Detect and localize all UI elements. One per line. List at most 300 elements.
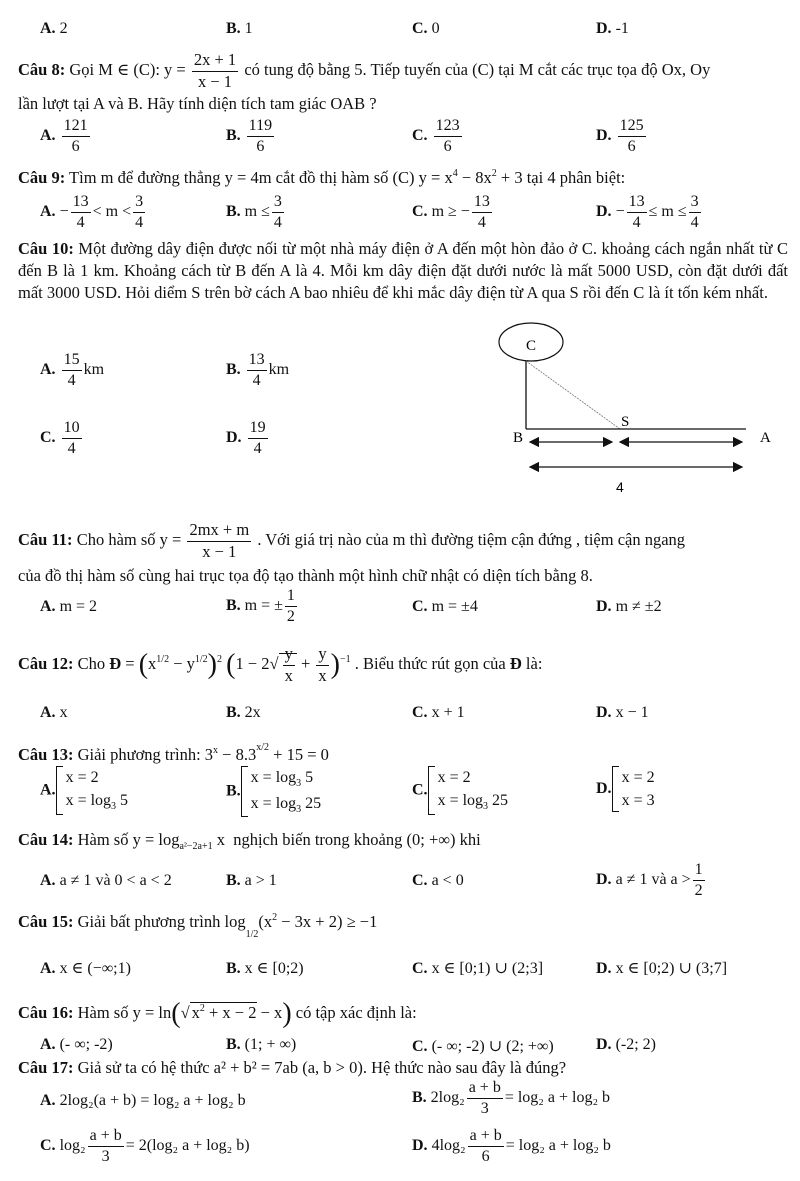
q14-interval: (0; +∞) <box>406 830 456 849</box>
q10-c-letter: C. <box>40 429 56 447</box>
q15-option-b[interactable] <box>226 958 304 978</box>
q12-pow2: 2 <box>217 653 222 665</box>
q13-exp-frac: x/2 <box>256 742 270 753</box>
q10-d-num: 19 <box>248 420 268 439</box>
q9-a-n2: 3 <box>133 194 145 213</box>
q16-a-letter: A. <box>40 1036 56 1053</box>
q11-b-den: 2 <box>286 608 295 625</box>
q12-post-end: là: <box>525 653 543 673</box>
q12-sqrt-body <box>279 644 297 685</box>
q7-option-b[interactable]: B. 1 <box>226 20 253 37</box>
q13-label: Câu 13: <box>18 745 74 764</box>
q8-a-frac <box>62 118 90 155</box>
q8-d-frac <box>618 118 646 155</box>
q13-option-a[interactable] <box>40 766 128 815</box>
q7-option-d-text: -1 <box>615 20 629 37</box>
q9-exp4: 4 <box>452 168 458 179</box>
q14-base: a²−2a+1 <box>179 841 213 852</box>
q9-text-b: cắt đồ thị hàm số (C) <box>275 168 415 187</box>
q8-c-letter: C. <box>412 127 428 145</box>
q11-b-letter: B. <box>226 597 241 615</box>
q13-c-letter: C. <box>412 781 428 799</box>
q17-c-post: = 2(log₂ a + log₂ b) <box>125 1137 250 1155</box>
q11-post: . Với giá trị nào của m thì đường tiệm cận đứng , tiệm cận ngang <box>257 529 686 549</box>
q12-option-d[interactable]: D. x − 1 <box>596 704 649 721</box>
q13-exp-x: x <box>213 745 219 756</box>
q9-d-n2: 3 <box>689 194 701 213</box>
q17-b-pre: 2log₂ <box>430 1089 465 1107</box>
q16-option-b[interactable] <box>226 1036 296 1054</box>
line-cs <box>526 361 620 429</box>
q10-label: Câu 10: <box>18 239 74 258</box>
q9-eq2-end: + 3 <box>496 168 523 187</box>
q8-d-den: 6 <box>627 138 636 155</box>
q17-label: Câu 17: <box>18 1058 74 1077</box>
q13-text: Giải phương trình: <box>77 745 201 764</box>
q15-a-text: x ∈ (−∞;1) <box>59 960 131 977</box>
q9-b-d: 4 <box>273 214 282 231</box>
q16-d-letter: D. <box>596 1036 612 1053</box>
q13-a-row2-pre: x = log <box>65 792 112 810</box>
q17-a-letter: A. <box>40 1092 56 1109</box>
q15-option-a[interactable] <box>40 958 131 978</box>
q17-option-d[interactable] <box>412 1128 611 1165</box>
q9-d-pre: − <box>615 203 625 221</box>
q9-b-n: 3 <box>272 194 284 213</box>
q7-option-a-text: 2 <box>59 20 68 37</box>
q9-d-mid: ≤ m ≤ <box>648 203 687 221</box>
q9-label: Câu 9: <box>18 168 66 187</box>
q13-b-row1 <box>251 766 321 792</box>
q13-a-row1: x = 2 <box>65 769 99 786</box>
q13-b-letter: B. <box>226 782 241 800</box>
q12-half-1: 1/2 <box>156 653 170 665</box>
q13-a-row2 <box>66 789 128 815</box>
q8-post: có tung độ bằng 5. Tiếp tuyến của (C) tại M cắt các trục tọa độ Ox, Oy <box>244 59 711 79</box>
q14-c-text: a < 0 <box>431 872 464 889</box>
q7-option-a[interactable]: A. 2 <box>40 20 68 37</box>
q16-a-text: (- ∞; -2) <box>59 1036 113 1053</box>
q12-half-2-n: 1 <box>194 653 200 665</box>
q10-b-letter: B. <box>226 361 241 379</box>
q12-yx-den: x <box>318 665 327 685</box>
q15-label: Câu 15: <box>18 912 74 931</box>
q12-b-text: 2x <box>244 704 261 721</box>
q16-b-letter: B. <box>226 1036 241 1053</box>
q11-option-d[interactable] <box>596 598 662 616</box>
q12-minus-y: − y <box>169 653 195 673</box>
q17-option-c[interactable] <box>40 1128 250 1165</box>
q13-a-row2-end: 5 <box>116 792 129 810</box>
q15-a-letter: A. <box>40 960 56 977</box>
q12-x: x <box>148 653 157 673</box>
label-b: B <box>513 430 524 446</box>
q11-frac-den: x − 1 <box>202 541 237 561</box>
q10-a-den: 4 <box>67 372 76 389</box>
q9-option-d[interactable] <box>596 194 703 231</box>
q9-d-d2: 4 <box>690 214 699 231</box>
q17-stem <box>18 1058 566 1078</box>
q13-b-system <box>241 766 321 817</box>
q13-b-row2 <box>251 792 321 818</box>
q11-option-c[interactable] <box>412 598 478 616</box>
q14-option-a[interactable] <box>40 872 172 890</box>
q12-sqrt-den: x <box>284 665 293 685</box>
q8-a-letter: A. <box>40 127 56 145</box>
q14-option-c[interactable] <box>412 872 464 890</box>
q17-option-a[interactable] <box>40 1092 246 1110</box>
q15-d-letter: D. <box>596 960 612 977</box>
q13-b-row1-sub: 3 <box>296 778 302 789</box>
q8-fraction <box>192 52 238 90</box>
q8-b-frac <box>247 118 274 155</box>
q10-b-den: 4 <box>252 372 261 389</box>
q14-label: Câu 14: <box>18 830 74 849</box>
q11-b-frac <box>285 588 297 625</box>
q8-b-num: 119 <box>247 118 274 137</box>
q17-option-b[interactable] <box>412 1080 610 1117</box>
q8-c-frac <box>434 118 462 155</box>
q9-c-pre: m ≥ − <box>431 203 470 221</box>
q8-d-letter: D. <box>596 127 612 145</box>
q12-d-text: x − 1 <box>615 704 649 721</box>
q9-a-n1: 13 <box>71 194 91 213</box>
q13-c-row1: x = 2 <box>437 769 471 786</box>
q11-pre: Cho hàm số y = <box>76 529 182 549</box>
q16-sqrt-a: x <box>191 1002 200 1022</box>
q17-d-num: a + b <box>468 1128 504 1147</box>
q17-c-pre: log₂ <box>59 1137 86 1155</box>
label-s: S <box>621 414 630 430</box>
q12-pow-neg1: −1 <box>339 653 351 665</box>
q13-a-row2-sub: 3 <box>111 801 117 813</box>
q9-a-mid: < m < <box>92 203 132 221</box>
q16-stem <box>18 1000 417 1028</box>
q15-b-letter: B. <box>226 960 241 977</box>
q8-option-d[interactable] <box>596 118 648 155</box>
q11-a-text: m = 2 <box>59 598 98 615</box>
q13-b-row2-sub: 3 <box>296 803 302 815</box>
paren-close: ) <box>207 649 217 680</box>
q11-option-b[interactable] <box>226 588 299 625</box>
q17-b-letter: B. <box>412 1089 427 1107</box>
q12-label: Câu 12: <box>18 653 74 673</box>
q9-a-d2: 4 <box>135 214 144 231</box>
q17-b-den: 3 <box>480 1100 489 1117</box>
q8-line2: lần lượt tại A và B. Hãy tính diện tích tam giác OAB ? <box>18 94 377 113</box>
q9-c-frac <box>472 194 492 231</box>
q12-pre: Cho <box>77 653 106 673</box>
q9-c-n: 13 <box>472 194 492 213</box>
q9-a-frac1 <box>71 194 91 231</box>
q10-option-b[interactable] <box>226 352 289 389</box>
q11-d-text: m ≠ ±2 <box>615 598 662 615</box>
q15-option-c[interactable] <box>412 958 543 978</box>
q13-d-row2: x = 3 <box>621 792 655 810</box>
q15-pre: Giải bất phương trình <box>77 912 221 931</box>
q8-c-num: 123 <box>434 118 462 137</box>
q14-pre: Hàm số <box>77 830 129 849</box>
q8-label: Câu 8: <box>18 59 66 79</box>
paren-open-3: ( <box>171 998 181 1029</box>
q16-post: có tập xác định là: <box>295 1002 417 1022</box>
q13-d-letter: D. <box>596 780 612 798</box>
q12-option-c[interactable]: C. x + 1 <box>412 704 465 721</box>
q11-a-letter: A. <box>40 598 56 615</box>
q15-stem <box>18 912 377 940</box>
q9-c-d: 4 <box>477 214 486 231</box>
q8-pre: Gọi M ∈ (C): y = <box>69 59 186 79</box>
q14-end: khi <box>459 830 481 849</box>
q10-option-a[interactable] <box>40 352 104 389</box>
q16-sq: 2 <box>199 1002 205 1014</box>
q13-option-d[interactable] <box>596 766 655 812</box>
q10-b-num: 13 <box>247 352 267 371</box>
q8-stem <box>18 52 710 90</box>
q13-exp-frac-n: x <box>256 742 262 753</box>
q14-d-pre: a ≠ 1 và a > <box>615 871 691 889</box>
q7-option-c[interactable]: C. 0 <box>412 20 440 37</box>
q9-a-letter: A. <box>40 203 56 221</box>
q9-text-a: Tìm m để đường thẳng <box>69 168 221 187</box>
q9-d-n1: 13 <box>627 194 647 213</box>
q12-option-a[interactable]: A. x <box>40 704 68 721</box>
q10-b-frac <box>247 352 267 389</box>
q16-label: Câu 16: <box>18 1002 74 1022</box>
q10-option-d[interactable] <box>226 420 270 457</box>
q11-option-a[interactable] <box>40 598 97 616</box>
q12-plus: + <box>300 653 311 673</box>
q11-b-num: 1 <box>285 588 297 607</box>
q12-one-minus-2: 1 − 2 <box>235 653 270 673</box>
q13-eq-c: + 15 = 0 <box>269 745 329 764</box>
q14-d-frac <box>693 862 705 899</box>
q14-c-letter: C. <box>412 872 428 889</box>
q9-eq2-base: y = x <box>418 168 453 187</box>
q14-option-b[interactable] <box>226 872 277 890</box>
sqrt-icon: √ <box>269 653 279 673</box>
paren-close-2: ) <box>330 649 340 680</box>
q16-sqrt-b: + x − 2 <box>204 1002 257 1022</box>
q13-c-row2-pre: x = log <box>437 792 484 810</box>
q10-text: Một đường dây điện được nối từ một nhà máy điện ở A đến một hòn đảo ở C. khoảng cách ngắn nhất từ C đến B là 1 km. Khoảng cách từ B đến A là 4. Mỗi km dây điện đặt dưới nước là mất 5000 USD, còn đặt dưới đất mất 3000 USD. Hỏi diểm S trên bờ cách A bao nhiêu để khi mắc dây điện từ A qua S rồi đến C là ít tốn kém nhất. <box>18 239 788 302</box>
q16-b-text: (1; + ∞) <box>244 1036 297 1053</box>
q8-d-num: 125 <box>618 118 646 137</box>
q8-b-letter: B. <box>226 127 241 145</box>
q13-a-system <box>56 766 128 815</box>
q13-c-row2-end: 25 <box>488 792 509 810</box>
q17-b-frac <box>467 1080 503 1117</box>
q16-minus-x: − x <box>256 1002 283 1022</box>
q9-b-pre: m ≤ <box>244 203 270 221</box>
q14-d-letter: D. <box>596 871 612 889</box>
q8-frac-den: x − 1 <box>198 71 233 91</box>
q17-text: Giả sử ta có hệ thức a² + b² = 7ab (a, b > 0). Hệ thức nào sau đây là đúng? <box>77 1058 567 1077</box>
q9-exp2: 2 <box>491 168 497 179</box>
q13-b-row2-end: 25 <box>301 794 322 812</box>
q13-b-row1-end: 5 <box>301 769 314 786</box>
q9-b-frac <box>272 194 284 231</box>
q13-b-row2-pre: x = log <box>250 794 297 812</box>
q13-d-system <box>612 766 655 812</box>
q15-log: log <box>224 912 246 931</box>
q8-option-c[interactable] <box>412 118 464 155</box>
q11-b-pre: m = ± <box>244 597 283 615</box>
q9-a-d1: 4 <box>76 214 85 231</box>
q12-frac-yx <box>316 646 328 684</box>
q10-d-den: 4 <box>253 440 262 457</box>
q10-c-num: 10 <box>62 420 82 439</box>
q14-post: nghịch biến trong khoảng <box>233 830 403 849</box>
q13-eq-a: 3 <box>204 745 214 764</box>
q17-d-letter: D. <box>412 1137 428 1155</box>
q9-d-frac2 <box>689 194 701 231</box>
paren-open: ( <box>138 649 149 680</box>
q12-half-2-d: 2 <box>202 653 208 665</box>
q9-option-b[interactable] <box>226 194 286 231</box>
q14-b-text: a > 1 <box>244 872 277 889</box>
q17-d-post: = log₂ a + log₂ b <box>505 1137 611 1155</box>
q9-c-letter: C. <box>412 203 428 221</box>
q11-c-text: m = ±4 <box>431 598 478 615</box>
q9-a-frac2 <box>133 194 145 231</box>
q8-a-num: 121 <box>62 118 90 137</box>
q16-option-d[interactable] <box>596 1036 656 1054</box>
q11-label: Câu 11: <box>18 529 73 549</box>
q14-option-d[interactable] <box>596 862 707 899</box>
q12-option-b[interactable]: B. 2x <box>226 704 261 721</box>
q15-sq: 2 <box>272 912 278 923</box>
q12-post-d: Đ <box>509 653 522 673</box>
q17-c-letter: C. <box>40 1137 56 1155</box>
q15-base-d: 2 <box>253 929 259 940</box>
q10-c-frac <box>62 420 82 457</box>
q14-x: x <box>212 830 226 849</box>
sqrt-icon: √ <box>180 1002 190 1022</box>
q9-eq1: y = 4m <box>224 168 272 187</box>
q13-option-b[interactable] <box>226 766 321 817</box>
q12-eq: = <box>125 653 135 673</box>
q11-line2: của đồ thị hàm số cùng hai trục tọa độ tạo thành một hình chữ nhật có diện tích bằng 8. <box>18 566 593 585</box>
q16-sqrt-body <box>190 1002 257 1022</box>
q12-sqrt-frac <box>283 646 295 684</box>
q17-d-pre: 4log₂ <box>431 1137 466 1155</box>
q16-c-letter: C. <box>412 1038 428 1055</box>
q16-d-text: (-2; 2) <box>615 1036 656 1053</box>
q12-a-text: x <box>59 704 68 721</box>
label-length: 4 <box>616 479 624 495</box>
q9-stem <box>18 168 625 188</box>
q15-option-d[interactable] <box>596 958 727 978</box>
q13-eq-b: − 8.3 <box>218 745 257 764</box>
q11-d-letter: D. <box>596 598 612 615</box>
q9-d-d1: 4 <box>632 214 641 231</box>
q13-option-c[interactable] <box>412 766 508 815</box>
q11-fraction <box>187 522 251 560</box>
q8-b-den: 6 <box>256 138 265 155</box>
q12-half-1-d: 2 <box>164 653 170 665</box>
q10-c-den: 4 <box>67 440 76 457</box>
q9-eq2 <box>419 168 523 187</box>
q15-base-n: 1 <box>245 929 251 940</box>
q12-d-symbol: Đ <box>109 653 122 673</box>
q13-exp-frac-d: 2 <box>264 742 270 753</box>
q9-option-c[interactable] <box>412 194 494 231</box>
q14-stem <box>18 830 481 852</box>
q12-half-1-n: 1 <box>156 653 162 665</box>
q13-c-row2-sub: 3 <box>483 801 489 813</box>
q15-arg: (x <box>258 912 273 931</box>
q14-a-letter: A. <box>40 872 56 889</box>
q9-eq2-mid: − 8x <box>457 168 492 187</box>
q15-c-text: x ∈ [0;1) ∪ (2;3] <box>431 960 544 977</box>
q10-a-num: 15 <box>62 352 82 371</box>
q9-option-a[interactable] <box>40 194 147 231</box>
q12-c-text: x + 1 <box>431 704 465 721</box>
q15-base: 1/2 <box>245 929 259 940</box>
q13-d-row1: x = 2 <box>621 769 655 786</box>
q8-option-a[interactable] <box>40 118 92 155</box>
q17-d-den: 6 <box>481 1148 490 1165</box>
q17-c-num: a + b <box>88 1128 124 1147</box>
q9-d-letter: D. <box>596 203 612 221</box>
q9-a-pre: − <box>59 203 69 221</box>
q13-stem <box>18 742 329 765</box>
q16-option-c[interactable] <box>412 1036 554 1056</box>
q17-b-num: a + b <box>467 1080 503 1099</box>
label-a: A <box>760 430 771 446</box>
q7-option-b-text: 1 <box>244 20 253 37</box>
q12-stem <box>18 646 542 684</box>
q9-d-frac1 <box>627 194 647 231</box>
q13-a-letter: A. <box>40 781 56 799</box>
q10-a-frac <box>62 352 82 389</box>
q14-d-num: 1 <box>693 862 705 881</box>
q17-a-text: 2log₂(a + b) = log₂ a + log₂ b <box>59 1092 246 1109</box>
q12-yx-num: y <box>316 646 328 666</box>
q10-option-c[interactable] <box>40 420 84 457</box>
label-c: C <box>526 338 537 354</box>
paren-close-3: ) <box>282 998 292 1029</box>
q17-d-frac <box>468 1128 504 1165</box>
q12-half-2: 1/2 <box>194 653 208 665</box>
q15-c-letter: C. <box>412 960 428 977</box>
q11-c-letter: C. <box>412 598 428 615</box>
q12-post: . Biểu thức rút gọn của <box>354 653 506 673</box>
q15-arg-end: − 3x + 2) ≥ −1 <box>277 912 378 931</box>
q8-option-b[interactable] <box>226 118 276 155</box>
q15-b-text: x ∈ [0;2) <box>244 960 304 977</box>
q9-text-c: tại 4 phân biệt: <box>526 168 626 187</box>
q8-a-den: 6 <box>71 138 80 155</box>
q11-stem <box>18 522 685 560</box>
q7-option-d[interactable]: D. -1 <box>596 20 629 37</box>
q8-frac-num: 2x + 1 <box>192 52 238 72</box>
q10-stem <box>18 238 788 304</box>
q10-b-unit: km <box>268 361 290 379</box>
q17-c-frac <box>88 1128 124 1165</box>
paren-open-2: ( <box>226 649 236 680</box>
q16-c-text: (- ∞; -2) ∪ (2; +∞) <box>431 1038 554 1055</box>
q9-b-letter: B. <box>226 203 241 221</box>
q13-c-row2 <box>438 789 508 815</box>
q10-d-letter: D. <box>226 429 242 447</box>
q16-option-a[interactable] <box>40 1036 113 1054</box>
q14-d-den: 2 <box>694 882 703 899</box>
q10-d-frac <box>248 420 268 457</box>
q10-a-letter: A. <box>40 361 56 379</box>
q10-a-unit: km <box>83 361 105 379</box>
